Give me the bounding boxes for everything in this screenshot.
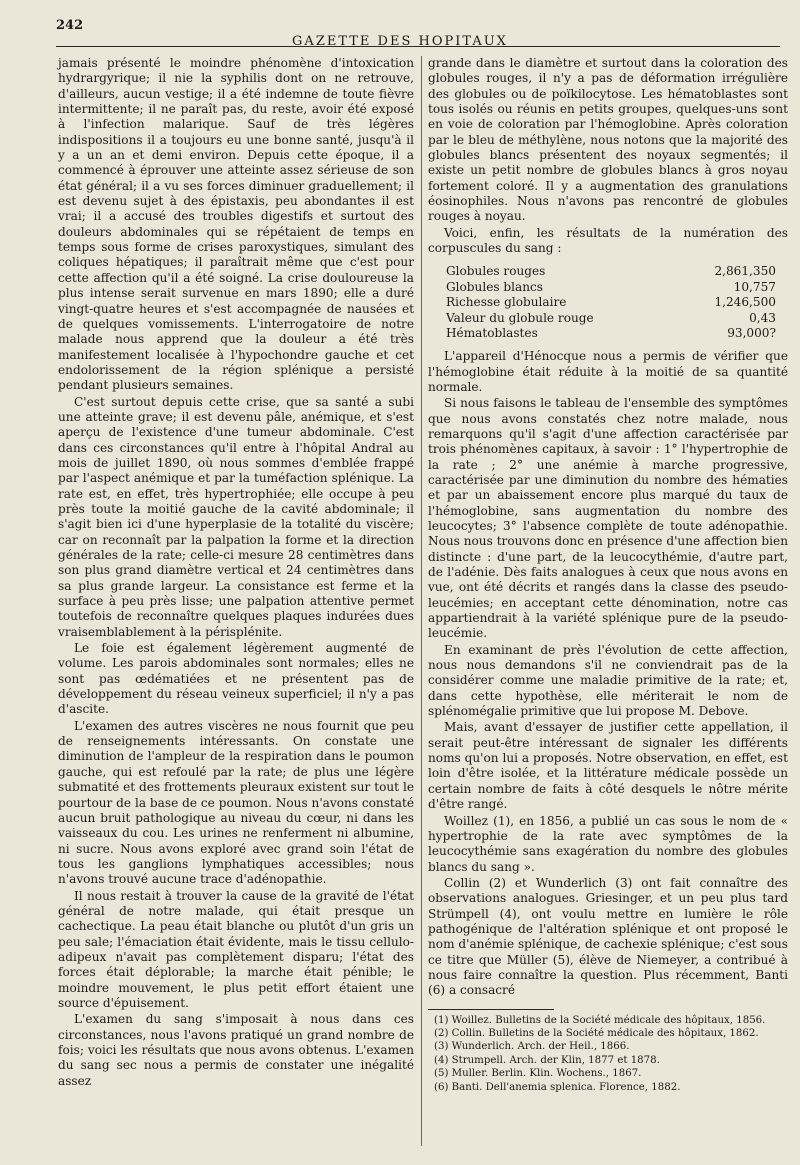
paragraph: L'examen des autres viscères ne nous fournit que peu de renseignements intéressants. On constate une diminution de l'ampleur de la respiration dans le poumon gauche, qui est refoulé par la rate; de plus une légère submatité et des frottements pleuraux existent sur tout le pourtour de la base de ce poumon. Nous n'avons constaté aucun bruit pathologique au niveau du cœur, ni dans les vaisseaux du cou. Les urines ne renferment ni albumine, ni sucre. Nous avons exploré avec grand soin l'état de tous les ganglions lymphatiques accessibles; nous n'avons trouvé aucune trace d'adénopathie. [58,718,414,887]
paragraph: L'examen du sang s'imposait à nous dans ces circonstances, nous l'avons pratiqué un grand nombre de fois; voici les résultats que nous avons obtenus. L'examen du sang sec nous a permis de constater une inégalité assez [58,1012,414,1088]
paragraph: L'appareil d'Hénocque nous a permis de vérifier que l'hémoglobine était réduite à la moitié de sa quantité normale. [428,349,788,394]
footnotes [428,1009,788,1094]
right-column [428,56,788,1094]
column-divider [421,56,422,1146]
table-row [446,326,776,341]
footnote: (5) Muller. Berlin. Klin. Wochens., 1867. [434,1068,642,1080]
paragraph: Woillez (1), en 1856, a publié un cas sous le nom de « hypertrophie de la rate avec symptômes de la leucocythémie sans exagération du nombre des globules blancs du sang ». [428,813,788,874]
footnote: (2) Collin. Bulletins de la Société médicale des hôpitaux, 1862. [434,1028,759,1040]
count-label: Globules rouges [446,264,546,279]
running-title: GAZETTE DES HOPITAUX [292,34,508,49]
footnote: (6) Banti. Dell'anemia splenica. Florence, 1882. [434,1081,681,1093]
count-value: 1,246,500 [714,295,776,310]
paragraph: Le foie est également légèrement augmenté de volume. Les parois abdominales sont normales; elles ne sont pas œdématiées et ne présentent pas de développement du réseau veineux superficiel; il n'y a pas d'ascite. [58,641,414,717]
table-row [446,295,776,310]
count-label: Valeur du globule rouge [446,310,594,325]
paragraph: Si nous faisons le tableau de l'ensemble des symptômes que nous avons constatés chez notre malade, nous remarquons qu'il s'agit d'une affection caractérisée par trois phénomènes capitaux, à savoir : 1° l'hypertrophie de la rate ; 2° une anémie à marche progressive, caractérisée par une diminution du nombre des hématies et par un abaissement encore plus marqué du taux de l'hémoglobine, sans augmentation du nombre des leucocytes; 3° l'absence complète de toute adénopathie. Nous nous trouvons donc en présence d'une affection bien distincte : d'une part, de la leucocythémie, d'autre part, de l'adénie. Dès faits analogues à ceux que nous avons en vue, ont été décrits et rangés dans la classe des pseudo-leucémies; en acceptant cette dénomination, notre cas appartiendrait à la variété splénique pure de la pseudo-leucémie. [428,396,788,641]
footnote-rule [428,1009,554,1010]
table-row [446,264,776,279]
count-value: 0,43 [749,310,776,325]
table-row [446,311,776,326]
count-label: Richesse globulaire [446,295,567,310]
count-label: Hématoblastes [446,325,538,340]
paragraph: C'est surtout depuis cette crise, que sa santé a subi une atteinte grave; il est devenu pâle, anémique, et s'est aperçu de l'existence d'une tumeur abdominale. C'est dans ces circonstances qu'il entre à l'hôpital Andral au mois de juillet 1890, où nous sommes d'emblée frappé par l'aspect anémique et par la tuméfaction splénique. La rate est, en effet, très hypertrophiée; elle occupe à peu près toute la moitié gauche de la cavité abdominale; il s'agit bien ici d'une hyperplasie de la totalité du viscère; car on reconnaît par la palpation la forme et la direction générales de la rate; celle-ci mesure 28 centimètres dans son plus grand diamètre vertical et 24 centimètres dans sa plus grande largeur. La consistance est ferme et la surface à peu près lisse; une palpation attentive permet toutefois de reconnaître quelques plaques indurées dues vraisemblablement à la périsplénite. [58,394,414,639]
count-value: 2,861,350 [714,264,776,279]
left-column [58,56,414,1089]
header-rule [56,46,780,47]
paragraph: En examinant de près l'évolution de cette affection, nous nous demandons s'il ne conviendrait pas de la considérer comme une maladie primitive de la rate; et, dans cette hypothèse, elle mériterait le nom de splénomégalie primitive que lui propose M. Debove. [428,642,788,719]
footnote: (1) Woillez. Bulletins de la Société médicale des hôpitaux, 1856. [434,1014,766,1026]
count-value: 93,000? [727,325,776,340]
paragraph: Collin (2) et Wunderlich (3) ont fait connaître des observations analogues. Griesinger, et un peu plus tard Strümpell (4), ont voulu mettre en lumière le rôle pathogénique de l'altération splénique et ont proposé le nom d'anémie splénique, de cachexie splénique; c'est sous ce titre que Müller (5), élève de Niemeyer, a contribué à nous faire connaître la question. Plus récemment, Banti (6) a consacré [428,875,788,998]
paragraph: Mais, avant d'essayer de justifier cette appellation, il serait peut-être intéressant de signaler les différents noms qu'on lui a proposés. Notre observation, en effet, est loin d'être isolée, et la littérature médicale possède un certain nombre de faits à côté desquels le nôtre mérite d'être rangé. [428,720,788,812]
count-label: Globules blancs [446,279,544,294]
page-header [0,16,800,50]
footnote: (3) Wunderlich. Arch. der Heil., 1866. [434,1041,630,1053]
footnote: (4) Strumpell. Arch. der Klin, 1877 et 1878. [434,1054,660,1066]
paragraph: jamais présenté le moindre phénomène d'intoxication hydrargyrique; il nie la syphilis dont on ne retrouve, d'ailleurs, aucun vestige; il a été indemne de toute fièvre intermittente; il ne paraît pas, du reste, avoir été exposé à l'infection malarique. Sauf de très légères indispositions il a toujours eu une bonne santé, jusqu'à il y a un an et demi environ. Depuis cette époque, il a commencé à éprouver une atteinte assez sérieuse de son état général; il a vu ses forces diminuer graduellement; il est devenu sujet à des épistaxis, peu abondantes il est vrai; il a accusé des troubles digestifs et surtout des douleurs abdominales qui se répétaient de temps en temps sous forme de crises paroxystiques, simulant des coliques hépatiques; il paraîtrait même que c'est pour cette affection qu'il a été soigné. La crise douloureuse la plus intense serait survenue en mars 1890; elle a duré vingt-quatre heures et s'est accompagnée de nausées et de quelques vomissements. L'interrogatoire de notre malade nous apprend que la douleur a été très manifestement localisée à l'hypochondre gauche et cet endolorissement de la région splénique a persisté pendant plusieurs semaines. [58,56,414,393]
paragraph: Il nous restait à trouver la cause de la gravité de l'état général de notre malade, qui était presque un cachectique. La peau était blanche ou plutôt d'un gris un peu sale; l'émaciation était évidente, mais le tissu cellulo-adipeux n'avait pas complètement disparu; l'état des forces était déplorable; la marche était pénible; le moindre mouvement, le plus petit effort étaient une source d'épuisement. [58,888,414,1010]
page-number: 242 [56,18,84,33]
count-value: 10,757 [733,279,776,294]
blood-count-table [446,264,776,341]
paragraph: Voici, enfin, les résultats de la numération des corpuscules du sang : [428,225,788,256]
paragraph: grande dans le diamètre et surtout dans la coloration des globules rouges, il n'y a pas de déformation irrégulière des globules ou de poïkilocytose. Les hématoblastes sont tous isolés ou réunis en petits groupes, quelques-uns sont en voie de coloration par l'hémoglobine. Après coloration par le bleu de méthylène, nous notons que la majorité des globules blancs présentent des noyaux segmentés; il existe un petit nombre de globules blancs à gros noyau fortement coloré. Il y a augmentation des granulations éosinophiles. Nous n'avons pas rencontré de globules rouges à noyau. [428,56,788,224]
table-row [446,280,776,295]
